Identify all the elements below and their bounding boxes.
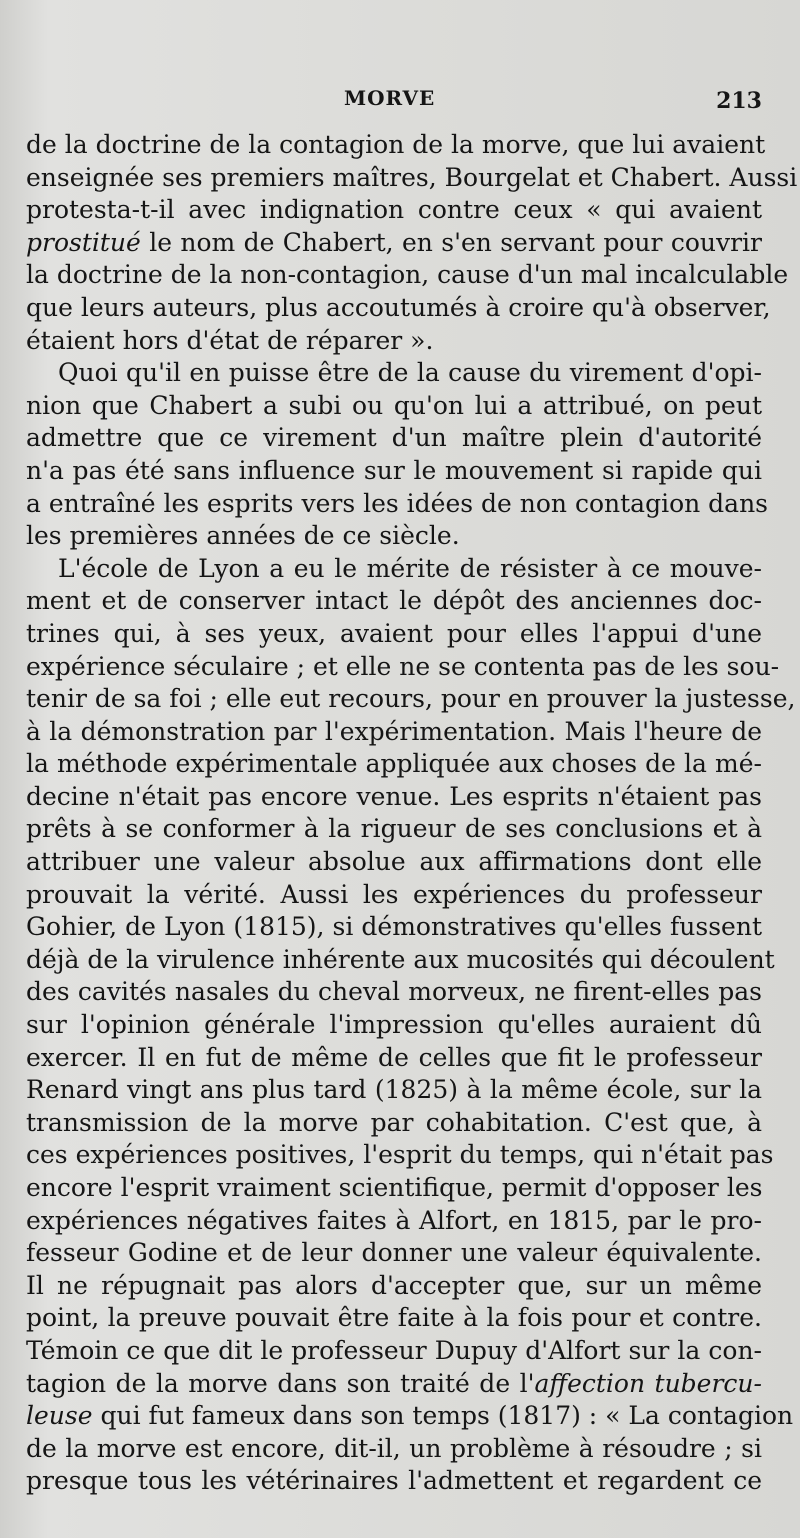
text-line: point, la preuve pouvait être faite à la fois pour et contre. <box>26 1303 762 1333</box>
italic-word: prostitué <box>26 227 141 257</box>
page-number: 213 <box>716 88 762 114</box>
text-line: trines qui, à ses yeux, avaient pour elles l'appui d'une <box>26 618 762 648</box>
text-line-with-italic <box>26 1368 762 1401</box>
text-line: sur l'opinion générale l'impression qu'elles auraient dû <box>26 1010 762 1040</box>
text-line: fesseur Godine et de leur donner une valeur équivalente. <box>26 1238 762 1268</box>
text-line: de la doctrine de la contagion de la morve, que lui avaient <box>26 130 766 159</box>
text-line: a entraîné les esprits vers les idées de non contagion dans <box>26 488 769 518</box>
text-line-rest: qui fut fameux dans son temps (1817) : « La contagion <box>92 1401 794 1431</box>
italic-word: leuse <box>26 1401 93 1431</box>
text-line: la doctrine de la non-contagion, cause d'un mal incalculable <box>26 260 789 290</box>
text-line: Renard vingt ans plus tard (1825) à la même école, sur la <box>26 1075 762 1105</box>
text-line: prêts à se conformer à la rigueur de ses conclusions et à <box>26 814 762 844</box>
text-line: prouvait la vérité. Aussi les expériences du professeur <box>26 879 762 909</box>
text-line: les premières années de ce siècle. <box>26 521 460 551</box>
text-line: de la morve est encore, dit-il, un problème à résoudre ; si <box>26 1433 762 1463</box>
text-line-with-italic <box>26 1400 794 1433</box>
running-head: MORVE <box>344 86 436 110</box>
text-line: L'école de Lyon a eu le mérite de résister à ce mouve- <box>58 553 762 583</box>
text-line: à la démonstration par l'expérimentation. Mais l'heure de <box>26 716 762 746</box>
text-line-with-italic <box>26 227 762 260</box>
body-text <box>26 129 798 1498</box>
text-line: enseignée ses premiers maîtres, Bourgelat et Chabert. Aussi <box>26 162 798 192</box>
text-line-start: tagion de la morve dans son traité de l' <box>26 1368 535 1398</box>
text-line: decine n'était pas encore venue. Les esprits n'étaient pas <box>26 781 762 811</box>
text-line: presque tous les vétérinaires l'admettent et regardent ce <box>26 1466 762 1496</box>
text-line: encore l'esprit vraiment scientifique, permit d'opposer les <box>26 1173 763 1202</box>
text-line: n'a pas été sans influence sur le mouvement si rapide qui <box>26 455 762 485</box>
text-line: que leurs auteurs, plus accoutumés à croire qu'à observer, <box>26 292 771 322</box>
text-line: tenir de sa foi ; elle eut recours, pour en prouver la justesse, <box>26 684 796 714</box>
text-line: exercer. Il en fut de même de celles que fit le professeur <box>26 1042 762 1072</box>
text-line: des cavités nasales du cheval morveux, ne firent-elles pas <box>26 977 762 1007</box>
text-line-rest: le nom de Chabert, en s'en servant pour couvrir <box>140 227 762 257</box>
italic-phrase: affection tubercu- <box>534 1368 762 1398</box>
text-line: admettre que ce virement d'un maître plein d'autorité <box>26 423 762 453</box>
text-line: ces expériences positives, l'esprit du temps, qui n'était pas <box>26 1140 774 1170</box>
text-line: déjà de la virulence inhérente aux mucosités qui découlent <box>26 944 775 974</box>
text-line: la méthode expérimentale appliquée aux choses de la mé- <box>26 749 762 779</box>
text-line: expérience séculaire ; et elle ne se contenta pas de les sou- <box>26 651 780 681</box>
text-line: Il ne répugnait pas alors d'accepter que, sur un même <box>26 1270 762 1300</box>
text-line: Quoi qu'il en puisse être de la cause du virement d'opi- <box>58 358 762 388</box>
text-line: Témoin ce que dit le professeur Dupuy d'Alfort sur la con- <box>26 1335 762 1365</box>
text-line: étaient hors d'état de réparer ». <box>26 325 434 355</box>
text-line: ment et de conserver intact le dépôt des anciennes doc- <box>26 586 762 616</box>
text-line: protesta-t-il avec indignation contre ceux « qui avaient <box>26 195 762 225</box>
text-line: Gohier, de Lyon (1815), si démonstratives qu'elles fussent <box>26 912 762 942</box>
text-line: attribuer une valeur absolue aux affirmations dont elle <box>26 847 762 877</box>
page-header <box>0 86 800 116</box>
text-line: nion que Chabert a subi ou qu'on lui a attribué, on peut <box>26 390 762 420</box>
text-line: transmission de la morve par cohabitation. C'est que, à <box>26 1107 762 1137</box>
text-line: expériences négatives faites à Alfort, en 1815, par le pro- <box>26 1205 762 1235</box>
